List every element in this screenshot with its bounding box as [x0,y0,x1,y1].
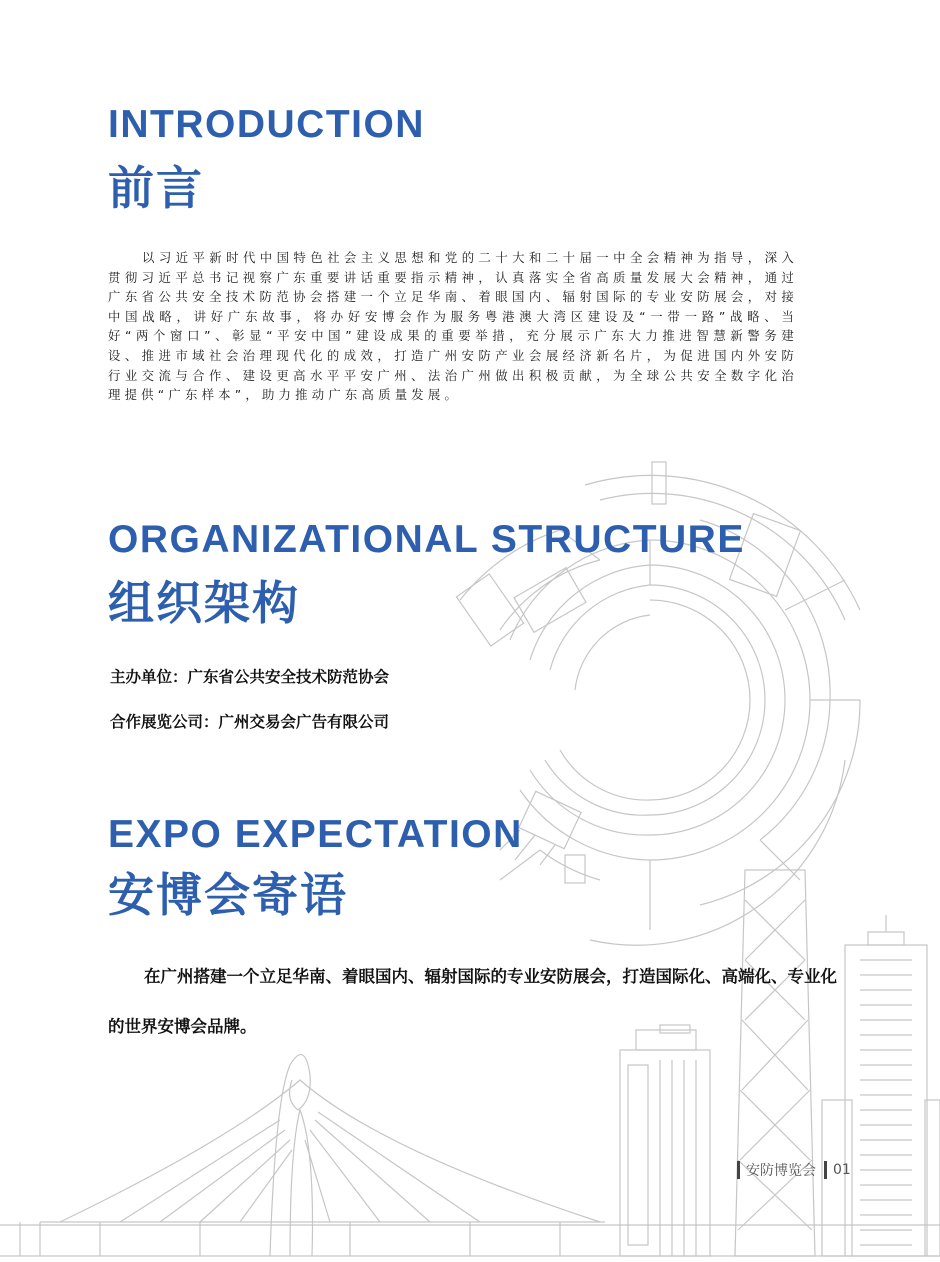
introduction-title-cn: 前言 [108,161,204,215]
host-organizer: 主办单位：广东省公共安全技术防范协会 [110,668,390,686]
expectation-title-en: EXPO EXPECTATION [108,813,523,856]
footer-divider [824,1161,827,1179]
introduction-body: 以习近平新时代中国特色社会主义思想和党的二十大和二十届一中全会精神为指导，深入贯彻习近平总书记视察广东重要讲话重要指示精神，认真落实全省高质量发展大会精神，通过广东省公共安全技术防范协会搭建一个立足华南、着眼国内、辐射国际的专业安防展会，对接中国战略，讲好广东故事，将办好安博会作为服务粤港澳大湾区建设及“一带一路”战略、当好“两个窗口”、彰显“平安中国”建设成果的重要举措，充分展示广东大力推进智慧新警务建设、推进市域社会治理现代化的成效，打造广州安防产业会展经济新名片，为促进国内外安防行业交流与合作、建设更高水平平安广州、法治广州做出积极贡献，为全球公共安全数字化治理提供“广东样本”，助力推动广东高质量发展。 [108,250,798,403]
organization-title-cn: 组织架构 [108,576,300,630]
expectation-title-cn: 安博会寄语 [108,868,348,922]
city-skyline [0,870,940,1256]
footer-label: 安防博览会 [746,1163,816,1179]
organization-title-en: ORGANIZATIONAL STRUCTURE [108,518,745,561]
page-number: 01 [833,1162,851,1178]
expectation-body: 在广州搭建一个立足华南、着眼国内、辐射国际的专业安防展会，打造国际化、高端化、专业化的世界安博会品牌。 [108,967,837,1036]
introduction-title-en: INTRODUCTION [108,103,425,146]
partner-company: 合作展览公司：广州交易会广告有限公司 [110,713,390,731]
page-footer [737,1158,851,1182]
footer-divider [737,1161,740,1179]
